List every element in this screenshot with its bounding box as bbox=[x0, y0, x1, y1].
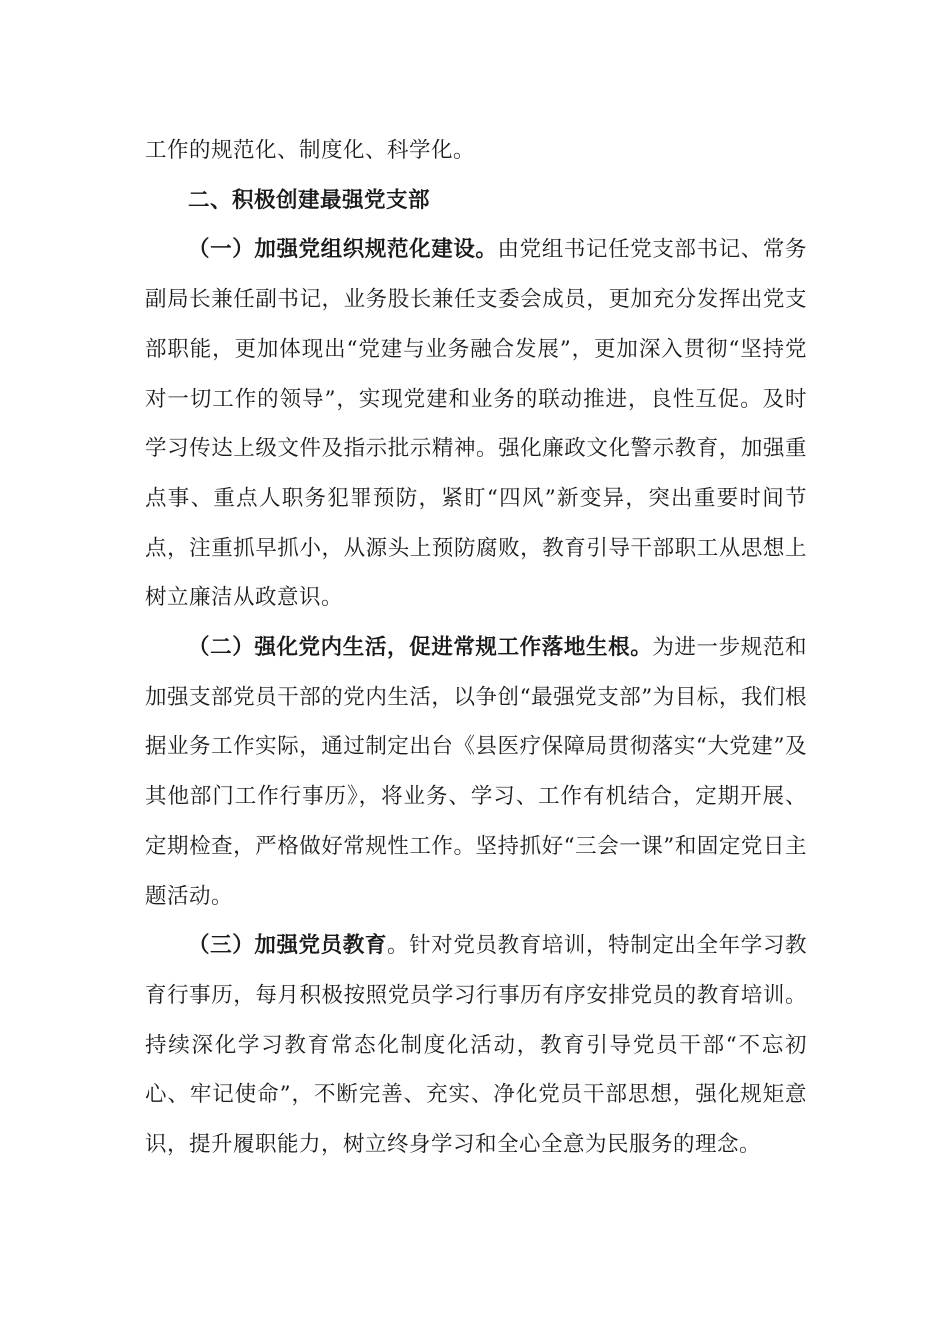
document-body bbox=[145, 126, 807, 1170]
paragraph-3-text: 。针对党员教育培训，特制定出全年学习教育行事历，每月积极按照党员学习行事历有序安排党员的教育培训。持续深化学习教育常态化制度化活动，教育引导党员干部“不忘初心、牢记使命”，不断完善、充实、净化党员干部思想，强化规矩意识，提升履职能力，树立终身学习和全心全意为民服务的理念。 bbox=[145, 933, 807, 1158]
paragraph-3-lead: （三）加强党员教育 bbox=[188, 933, 387, 959]
paragraph-continuation bbox=[145, 126, 807, 176]
paragraph-1 bbox=[145, 225, 807, 623]
paragraph-1-lead: （一）加强党组织规范化建设。 bbox=[188, 237, 498, 263]
paragraph-2-text: 为进一步规范和加强支部党员干部的党内生活，以争创“最强党支部”为目标，我们根据业务工作实际，通过制定出台《县医疗保障局贯彻落实“大党建”及其他部门工作行事历》，将业务、学习、工作有机结合，定期开展、定期检查，严格做好常规性工作。坚持抓好“三会一课”和固定党日主题活动。 bbox=[145, 635, 807, 909]
paragraph-text: 工作的规范化、制度化、科学化。 bbox=[145, 138, 476, 163]
paragraph-3 bbox=[145, 921, 807, 1170]
section-heading bbox=[145, 176, 807, 226]
paragraph-1-text: 由党组书记任党支部书记、常务副局长兼任副书记，业务股长兼任支委会成员，更加充分发挥出党支部职能，更加体现出“党建与业务融合发展”，更加深入贯彻“坚持党对一切工作的领导”，实现党建和业务的联动推进，良性互促。及时学习传达上级文件及指示批示精神。强化廉政文化警示教育，加强重点事、重点人职务犯罪预防，紧盯“四风”新变异，突出重要时间节点，注重抓早抓小，从源头上预防腐败，教育引导干部职工从思想上树立廉洁从政意识。 bbox=[145, 237, 807, 611]
section-heading-text: 二、积极创建最强党支部 bbox=[188, 187, 431, 213]
paragraph-2 bbox=[145, 623, 807, 921]
paragraph-2-lead: （二）强化党内生活，促进常规工作落地生根。 bbox=[188, 635, 653, 661]
